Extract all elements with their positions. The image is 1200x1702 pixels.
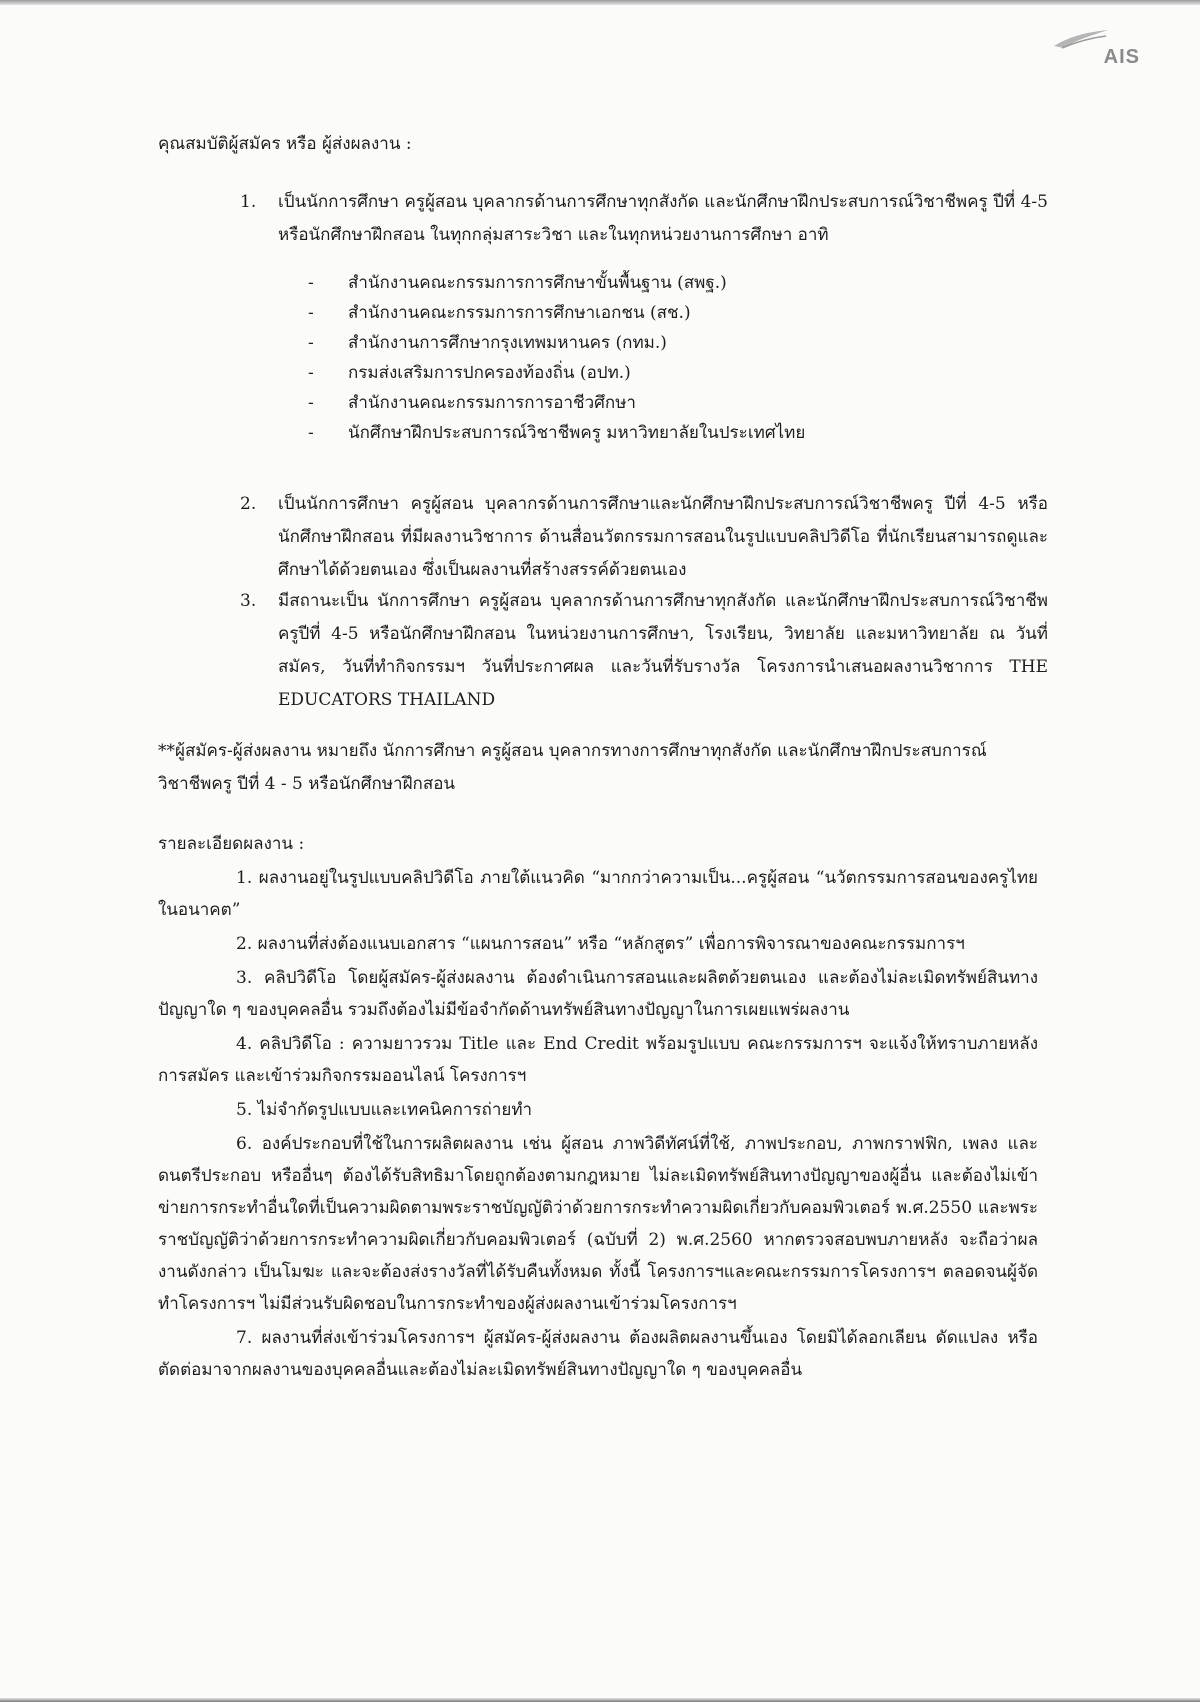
work-details-list <box>158 862 1038 1388</box>
list-item <box>308 298 908 328</box>
list-item <box>308 358 908 388</box>
bullet-mark: - <box>308 393 314 413</box>
requirement-number: 3. <box>240 591 257 611</box>
detail-item: 2. ผลงานที่ส่งต้องแนบเอกสาร “แผนการสอน” หรือ “หลักสูตร” เพื่อการพิจารณาของคณะกรรมการฯ <box>236 934 965 954</box>
detail-item: 4. คลิปวิดีโอ : ความยาวรวม Title และ End Credit พร้อมรูปแบบ คณะกรรมการฯ จะแจ้งให้ทราบภายหลังการสมัคร และเข้าร่วมกิจกรรมออนไลน์ โครงการฯ <box>158 1034 1038 1086</box>
bullet-mark: - <box>308 303 314 323</box>
agency-label: สำนักงานคณะกรรมการการศึกษาขั้นพื้นฐาน (สพฐ.) <box>348 273 727 293</box>
agency-label: กรมส่งเสริมการปกครองท้องถิ่น (อปท.) <box>348 363 631 383</box>
agency-label: สำนักงานคณะกรรมการการอาชีวศึกษา <box>348 393 636 413</box>
requirement-text: เป็นนักการศึกษา ครูผู้สอน บุคลากรด้านการศึกษาทุกสังกัด และนักศึกษาฝึกประสบการณ์วิชาชีพครู ปีที่ 4-5 หรือนักศึกษาฝึกสอน ในทุกกลุ่มสาระวิชา และในทุกหน่วยงานการศึกษา อาทิ <box>278 192 1048 245</box>
work-details-heading: รายละเอียดผลงาน : <box>158 834 305 854</box>
detail-item: 7. ผลงานที่ส่งเข้าร่วมโครงการฯ ผู้สมัคร-ผู้ส่งผลงาน ต้องผลิตผลงานขึ้นเอง โดยมิได้ลอกเลียน ดัดแปลง หรือ ตัดต่อมาจากผลงานของบุคคลอื่นและต้องไม่ละเมิดทรัพย์สินทางปัญญาใด ๆ ของบุคคลอื่น <box>158 1328 1038 1380</box>
bullet-mark: - <box>308 333 314 353</box>
logo-text: AIS <box>1103 46 1140 68</box>
ais-logo <box>1040 28 1140 78</box>
scan-bottom-edge <box>0 1698 1200 1702</box>
detail-item: 3. คลิปวิดีโอ โดยผู้สมัคร-ผู้ส่งผลงาน ต้องดำเนินการสอนและผลิตด้วยตนเอง และต้องไม่ละเมิดทรัพย์สินทางปัญญาใด ๆ ของบุคคลอื่น รวมถึงต้องไม่มีข้อจำกัดด้านทรัพย์สินทางปัญญาในการเผยแพร่ผลงาน <box>158 968 1038 1020</box>
list-item <box>308 328 908 358</box>
applicant-definition-note: **ผู้สมัคร-ผู้ส่งผลงาน หมายถึง นักการศึกษา ครูผู้สอน บุคลากรทางการศึกษาทุกสังกัด และนักศึกษาฝึกประสบการณ์วิชาชีพครู ปีที่ 4 - 5 หรือนักศึกษาฝึกสอน <box>158 741 987 794</box>
list-item <box>308 418 908 448</box>
bullet-mark: - <box>308 363 314 383</box>
list-item <box>308 388 908 418</box>
bullet-mark: - <box>308 273 314 293</box>
agency-label: สำนักงานคณะกรรมการการศึกษาเอกชน (สช.) <box>348 303 691 323</box>
requirement-text: มีสถานะเป็น นักการศึกษา ครูผู้สอน บุคลากรด้านการศึกษาทุกสังกัด และนักศึกษาฝึกประสบการณ์วิชาชีพครูปีที่ 4-5 หรือนักศึกษาฝึกสอน ในหน่วยงานการศึกษา, โรงเรียน, วิทยาลัย และมหาวิทยาลัย ณ วันที่สมัคร, วันที่ทำกิจกรรมฯ วันที่ประกาศผล และวันที่รับรางวัล โครงการนำเสนอผลงานวิชาการ THE EDUCATORS THAILAND <box>278 591 1048 710</box>
detail-item: 1. ผลงานอยู่ในรูปแบบคลิปวิดีโอ ภายใต้แนวคิด “มากกว่าความเป็น...ครูผู้สอน “นวัตกรรมการสอนของครูไทยในอนาคต” <box>158 868 1038 920</box>
agency-list <box>308 268 908 448</box>
agency-label: สำนักงานการศึกษากรุงเทพมหานคร (กทม.) <box>348 333 667 353</box>
detail-item: 5. ไม่จำกัดรูปแบบและเทคนิคการถ่ายทำ <box>236 1100 533 1120</box>
bullet-mark: - <box>308 423 314 443</box>
requirement-number: 2. <box>240 494 257 514</box>
scan-top-edge <box>0 0 1200 5</box>
detail-item: 6. องค์ประกอบที่ใช้ในการผลิตผลงาน เช่น ผู้สอน ภาพวิดีทัศน์ที่ใช้, ภาพประกอบ, ภาพกราฟฟิก, เพลง และดนตรีประกอบ หรืออื่นๆ ต้องได้รับสิทธิมาโดยถูกต้องตามกฎหมาย ไม่ละเมิดทรัพย์สินทางปัญญาของผู้อื่น และต้องไม่เข้าข่ายการกระทำอื่นใดที่เป็นความผิดตามพระราชบัญญัติว่าด้วยการกระทำความผิดเกี่ยวกับคอมพิวเตอร์ พ.ศ.2550 และพระราชบัญญัติว่าด้วยการกระทำความผิดเกี่ยวกับคอมพิวเตอร์ (ฉบับที่ 2) พ.ศ.2560 หากตรวจสอบพบภายหลัง จะถือว่าผลงานดังกล่าว เป็นโมฆะ และจะต้องส่งรางวัลที่ได้รับคืนทั้งหมด ทั้งนี้ โครงการฯและคณะกรรมการโครงการฯ ตลอดจนผู้จัดทำโครงการฯ ไม่มีส่วนรับผิดชอบในการกระทำของผู้ส่งผลงานเข้าร่วมโครงการฯ <box>158 1134 1038 1314</box>
requirement-number: 1. <box>240 192 257 212</box>
requirement-text: เป็นนักการศึกษา ครูผู้สอน บุคลากรด้านการศึกษาและนักศึกษาฝึกประสบการณ์วิชาชีพครู ปีที่ 4-5 หรือนักศึกษาฝึกสอน ที่มีผลงานวิชาการ ด้านสื่อนวัตกรรมการสอนในรูปแบบคลิปวิดีโอ ที่นักเรียนสามารถดูและศึกษาได้ด้วยตนเอง ซึ่งเป็นผลงานที่สร้างสรรค์ด้วยตนเอง <box>278 494 1048 580</box>
list-item <box>308 268 908 298</box>
agency-label: นักศึกษาฝึกประสบการณ์วิชาชีพครู มหาวิทยาลัยในประเทศไทย <box>348 423 806 443</box>
logo-swoosh-icon <box>1050 28 1110 50</box>
qualifications-heading: คุณสมบัติผู้สมัคร หรือ ผู้ส่งผลงาน : <box>158 134 412 154</box>
